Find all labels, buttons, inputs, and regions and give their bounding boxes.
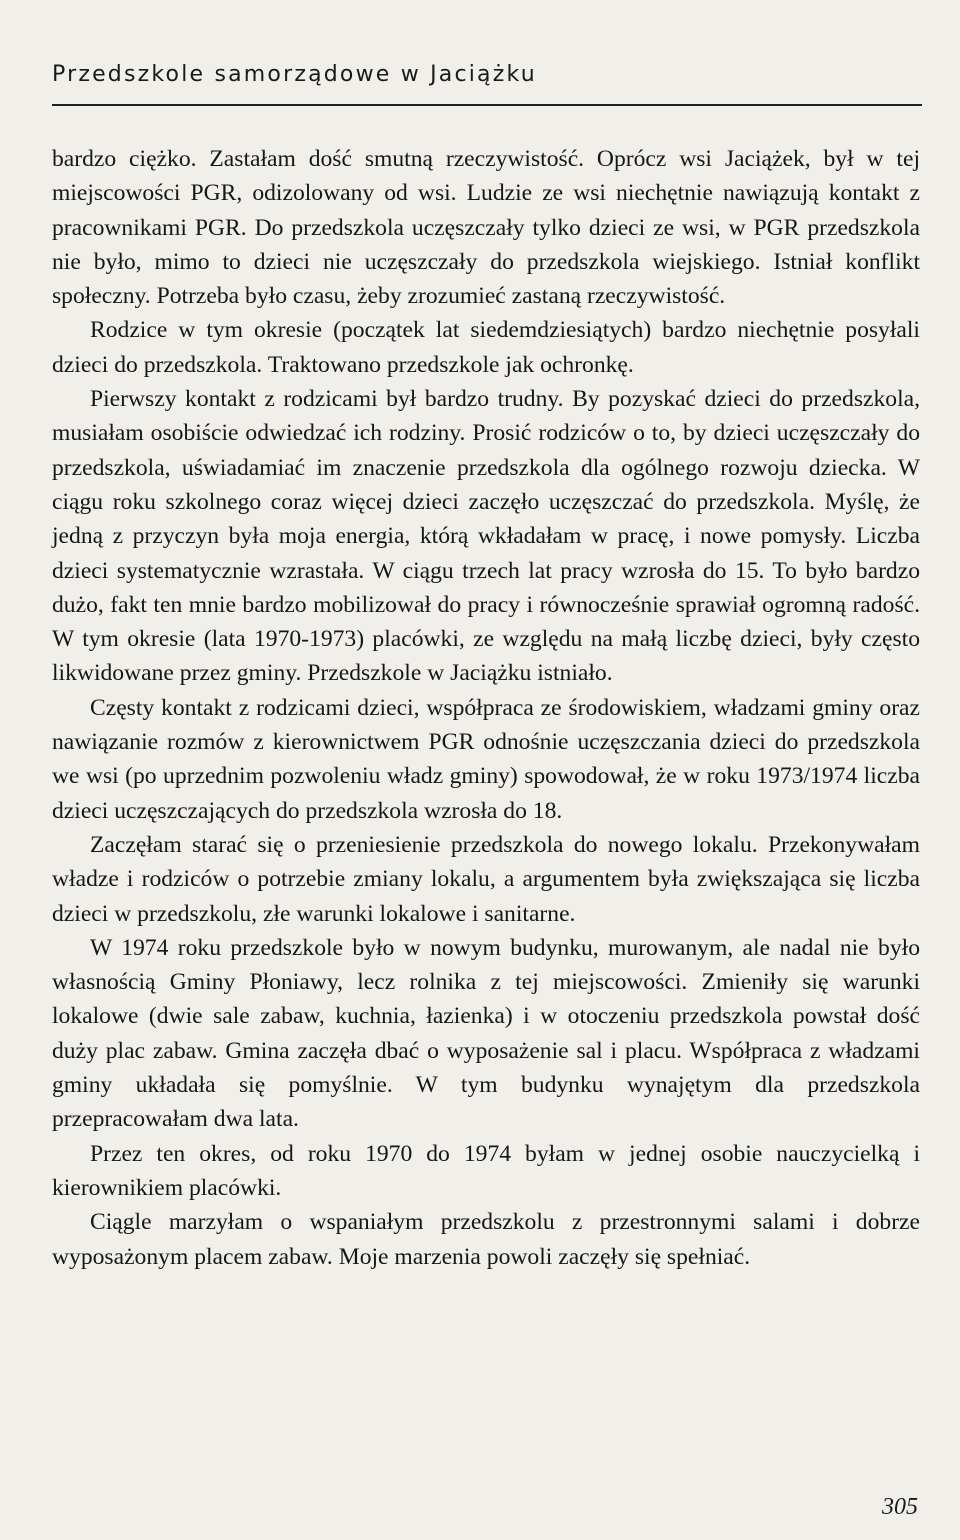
body-text (52, 142, 920, 1274)
page-number: 305 (882, 1494, 918, 1520)
paragraph: Pierwszy kontakt z rodzicami był bardzo trudny. By pozyskać dzieci do przedszkola, musiałam osobiście odwiedzać ich rodziny. Prosić rodziców o to, by dzieci uczęszczały do przedszkola, uświadamiać im znaczenie przedszkola dla ogólnego rozwoju dziecka. W ciągu roku szkolnego coraz więcej dzieci zaczęło uczęszczać do przedszkola. Myślę, że jedną z przyczyn była moja energia, którą wkładałam w pracę, i nowe pomysły. Liczba dzieci systematycznie wzrastała. W ciągu trzech lat pracy wzrosła do 15. To było bardzo dużo, fakt ten mnie bardzo mobilizował do pracy i równocześnie sprawiał ogromną radość. W tym okresie (lata 1970-1973) placówki, ze względu na małą liczbę dzieci, były często likwidowane przez gminy. Przedszkole w Jaciążku istniało. (52, 386, 920, 687)
header-rule (52, 104, 922, 106)
paragraph: Ciągle marzyłam o wspaniałym przedszkolu z przestronnymi salami i dobrze wyposażonym placem zabaw. Moje marzenia powoli zaczęły się spełniać. (52, 1209, 920, 1270)
paragraph: Przez ten okres, od roku 1970 do 1974 byłam w jednej osobie nauczycielką i kierownikiem placówki. (52, 1140, 920, 1201)
paragraph: Rodzice w tym okresie (początek lat siedemdziesiątych) bardzo niechętnie posyłali dzieci do przedszkola. Traktowano przedszkole jak ochronkę. (52, 317, 920, 378)
running-header: Przedszkole samorządowe w Jaciążku (52, 62, 537, 87)
paragraph: Częsty kontakt z rodzicami dzieci, współpraca ze środowiskiem, władzami gminy oraz nawiązanie rozmów z kierownictwem PGR odnośnie uczęszczania dzieci do przedszkola we wsi (po uprzednim pozwoleniu władz gminy) spowodował, że w roku 1973/1974 liczba dzieci uczęszczających do przedszkola wzrosła do 18. (52, 694, 920, 824)
paragraph: bardzo ciężko. Zastałam dość smutną rzeczywistość. Oprócz wsi Jaciążek, był w tej miejscowości PGR, odizolowany od wsi. Ludzie ze wsi niechętnie nawiązują kontakt z pracownikami PGR. Do przedszkola uczęszczały tylko dzieci ze wsi, w PGR przedszkola nie było, mimo to dzieci nie uczęszczały do przedszkola wiejskiego. Istniał konflikt społeczny. Potrzeba było czasu, żeby zrozumieć zastaną rzeczywistość. (52, 146, 920, 310)
paragraph: Zaczęłam starać się o przeniesienie przedszkola do nowego lokalu. Przekonywałam władze i rodziców o potrzebie zmiany lokalu, a argumentem była zwiększająca się liczba dzieci w przedszkolu, złe warunki lokalowe i sanitarne. (52, 831, 920, 927)
paragraph: W 1974 roku przedszkole było w nowym budynku, murowanym, ale nadal nie było własnością Gminy Płoniawy, lecz rolnika z tej miejscowości. Zmieniły się warunki lokalowe (dwie sale zabaw, kuchnia, łazienka) i w otoczeniu przedszkola powstał dość duży plac zabaw. Gmina zaczęła dbać o wyposażenie sal i placu. Współpraca z władzami gminy układała się pomyślnie. W tym budynku wynajętym dla przedszkola przepracowałam dwa lata. (52, 934, 920, 1133)
